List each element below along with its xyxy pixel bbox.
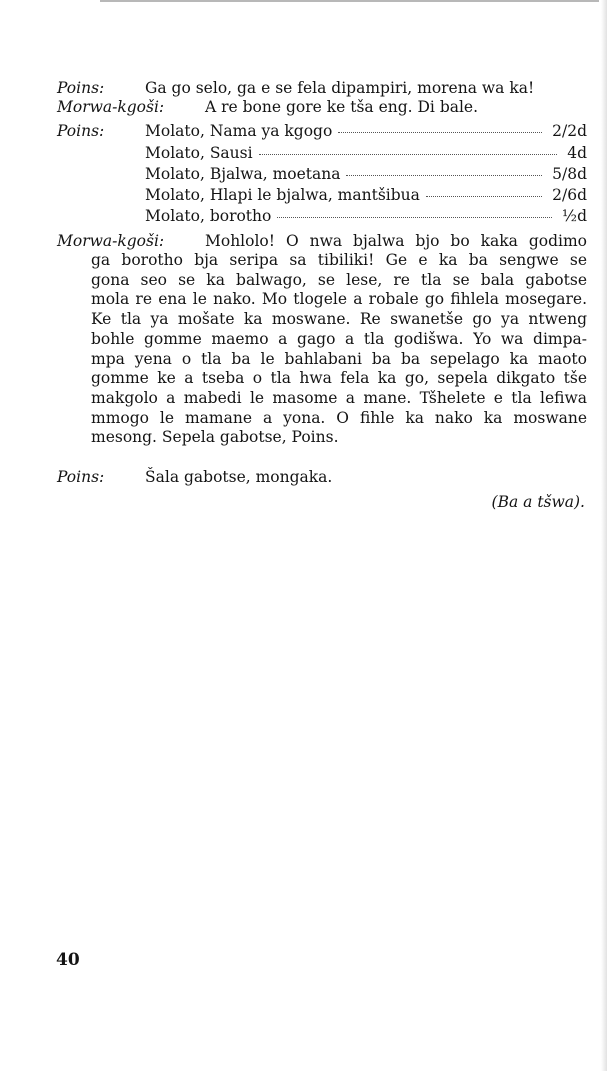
bill-item-price: 2/6d: [552, 186, 587, 204]
dialogue-line: Ga go selo, ga e se fela dipampiri, morena wa ka!: [145, 79, 535, 97]
bill-item-name: Molato, Bjalwa, moetana: [145, 165, 341, 183]
bill-item-row: [145, 164, 587, 184]
page-right-edge: [601, 0, 607, 1071]
stage-direction: (Ba a tšwa).: [491, 493, 585, 511]
bill-item-row: [145, 121, 587, 141]
bill-item-price: 4d: [567, 144, 587, 162]
dot-leader: [277, 217, 552, 218]
speech-line: ga borotho bja seripa sa tibiliki! Ge e ka ba sengwe se: [91, 251, 587, 269]
speech-line: mesong. Sepela gabotse, Poins.: [91, 428, 339, 447]
bill-item-name: Molato, Nama ya kgogo: [145, 122, 333, 140]
dot-leader: [426, 196, 542, 197]
speech-line: makgolo a mabedi le masome a mane. Tšhelete e tla lefiwa: [91, 388, 587, 407]
bill-item-name: Molato, Sausi: [145, 144, 253, 162]
bill-item-name: Molato, Hlapi le bjalwa, mantšibua: [145, 186, 420, 204]
speaker-label: Poins:: [57, 79, 105, 97]
bill-item-price: 2/2d: [552, 122, 587, 140]
speech-paragraph: [91, 251, 587, 448]
speech-line: mola re ena le nako. Mo tlogele a robale go fihlela mosegare.: [91, 290, 587, 309]
bill-item-row: [145, 185, 587, 205]
speaker-label: Poins:: [57, 122, 105, 140]
bill-item-row: [145, 143, 587, 163]
bill-item-row: [145, 206, 587, 226]
speech-line: mpa yena o tla ba le bahlabani ba ba sepelago ka maoto: [91, 349, 587, 368]
speech-line: Mohlolo! O nwa bjalwa bjo bo kaka godimo: [205, 232, 587, 250]
speaker-label: Poins:: [57, 468, 105, 486]
bill-item-price: 5/8d: [552, 165, 587, 183]
dialogue-line: A re bone gore ke tša eng. Di bale.: [205, 98, 479, 116]
page-number: 40: [56, 950, 80, 970]
bill-item-name: Molato, borotho: [145, 207, 272, 225]
dialogue-line: Šala gabotse, mongaka.: [145, 468, 333, 486]
speech-line: gona seo se ka balwago, se lese, re tla se bala gabotse: [91, 270, 587, 289]
page-top-edge: [100, 0, 599, 2]
speaker-label: Morwa-kgoši:: [57, 98, 165, 116]
dot-leader: [338, 132, 542, 133]
speech-line: bohle gomme maemo a gago a tla godišwa. Yo wa dimpa-: [91, 329, 587, 348]
speaker-label: Morwa-kgoši:: [57, 232, 165, 250]
bill-item-price: ½d: [562, 207, 587, 225]
speech-line: mmogo le mamane a yona. O fihle ka nako ka moswane: [91, 408, 587, 427]
speech-line: gomme ke a tseba o tla hwa fela ka go, sepela dikgato tše: [91, 369, 587, 388]
dot-leader: [346, 175, 542, 176]
dot-leader: [259, 154, 558, 155]
speech-line: Ke tla ya mošate ka moswane. Re swanetše go ya ntweng: [91, 310, 587, 329]
